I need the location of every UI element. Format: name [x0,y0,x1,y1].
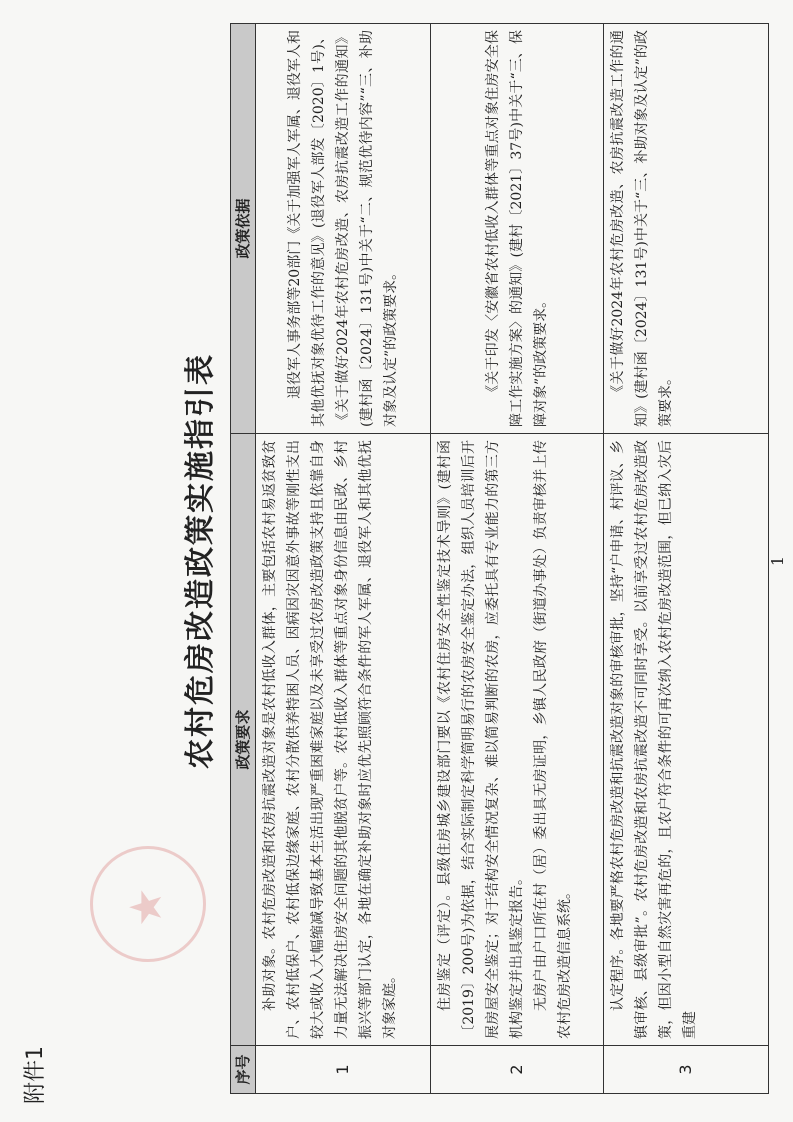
policy-table [230,23,769,1094]
row-seq: 3 [604,1046,769,1094]
header-seq: 序号 [231,1046,256,1094]
row-basis [604,24,769,434]
row-seq: 2 [431,1046,604,1094]
table-header-row [231,24,256,1094]
requirement-paragraph: 无房户由户口所在村（居）委出具无房证明，乡镇人民政府（街道办事处）负责审核并上传农村危房改造信息系统。 [533,440,573,1039]
row-basis [256,24,431,434]
row-requirement [431,434,604,1046]
table-row [604,24,769,1094]
requirement-paragraph: 认定程序。各地要严格农村危房改造和抗震改造对象的审核审批，坚持“户申请、村评议、乡镇审核、县级审批”。农村危房改造和农房抗震改造不可同时享受。以前享受过农村危房改造政策，但因小型自然灾害再危的，且农户符合条件的可再次纳入农村危房改造范围，但已纳入灾后重建 [610,440,698,1039]
basis-paragraph: 《关于印发〈安徽省农村低收入群体等重点对象住房安全保障工作实施方案〉的通知》(建村〔2021〕37号)中关于“三、保障对象”的政策要求。 [485,30,549,427]
page-title: 农村危房改造政策实施指引表 [183,353,218,769]
official-seal-icon: ★ [90,846,206,962]
row-requirement [604,434,769,1046]
row-basis [431,24,604,434]
attachment-label: 附件1 [23,1046,48,1104]
table-row [256,24,431,1094]
row-seq: 1 [256,1046,431,1094]
table-row [431,24,604,1094]
requirement-paragraph: 补助对象。农村危房改造和农房抗震改造对象是农村低收入群体，主要包括农村易返贫致贫户、农村低保户、农村低保边缘家庭、农村分散供养特困人员、因病因灾因意外事故等刚性支出较大或收入大幅缩减导致基本生活出现严重困难家庭以及未享受过农房改造政策支持且依靠自身力量无法解决住房安全问题的其他脱贫户等。农村低收入群体等重点对象身份信息由民政、乡村振兴等部门认定，各地在确定补助对象时应优先照顾符合条件的军人军属、退役军人和其他优抚对象家庭。 [262,440,398,1039]
row-requirement [256,434,431,1046]
requirement-paragraph: 住房鉴定（评定）。县级住房城乡建设部门要以《农村住房安全性鉴定技术导则》(建村函〔2019〕200号)为依据，结合实际制定科学简明易行的农房安全鉴定办法，组织人员培训后开展房屋安全鉴定；对于结构安全情况复杂、难以简易判断的农房，应委托具有专业能力的第三方机构鉴定并出具鉴定报告。 [437,440,525,1039]
basis-paragraph: 《关于做好2024年农村危房改造、农房抗震改造工作的通知》(建村函〔2024〕131号)中关于“三、补助对象及认定”的政策要求。 [610,30,674,427]
header-basis: 政策依据 [231,24,256,434]
header-requirement: 政策要求 [231,434,256,1046]
basis-paragraph: 退役军人事务部等20部门《关于加强军人军属、退役军人和其他优抚对象优待工作的意见》(退役军人部发〔2020〕1号)、《关于做好2024年农村危房改造、农房抗震改造工作的通知》(建村函〔2024〕131号)中关于“二、规范优待内容”“三、补助对象及认定”的政策要求。 [287,30,399,427]
page-number: 1 [768,555,787,567]
